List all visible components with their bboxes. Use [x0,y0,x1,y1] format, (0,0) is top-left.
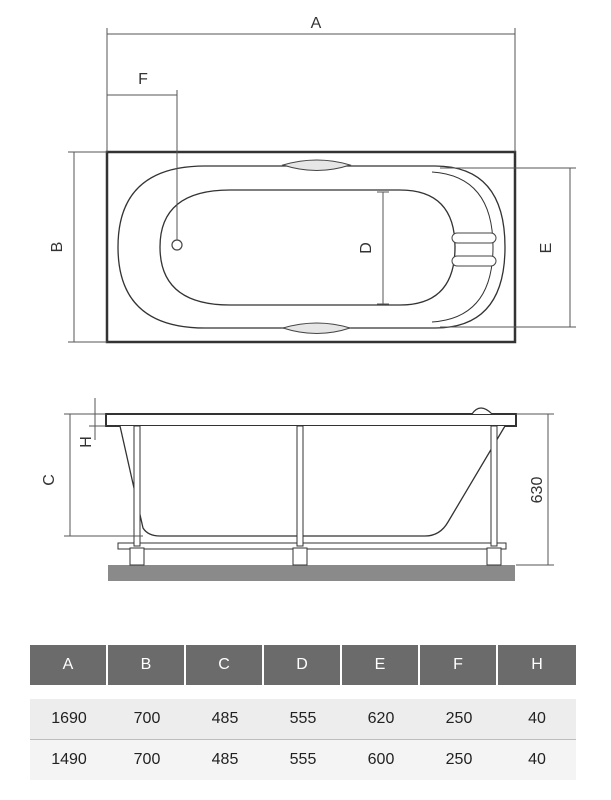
header-h: H [498,645,576,685]
header-e: E [342,645,420,685]
table-cell: 485 [186,699,264,739]
label-b: B [49,241,66,253]
top-view [49,15,576,342]
headrest-slot-1 [452,233,496,243]
table-cell: 1690 [30,699,108,739]
table-row [30,739,576,780]
dimensions-table [30,645,576,780]
headrest-bump [472,408,492,414]
tub-basin-top [160,190,455,305]
tub-end-curve [432,172,493,322]
label-h: H [78,436,95,448]
tub-body-side [120,426,505,536]
label-f: F [138,71,148,88]
table-cell: 1490 [30,739,108,780]
label-e: E [538,242,555,254]
foot-3 [487,548,501,565]
header-d: D [264,645,342,685]
tub-rim-side [106,414,516,426]
frame-base [118,543,506,549]
label-d: D [358,242,375,254]
leg-1 [134,426,140,546]
table-cell: 620 [342,699,420,739]
table-cell: 250 [420,739,498,780]
table-cell: 485 [186,739,264,780]
label-height-630: 630 [529,476,546,504]
tub-outline-top [107,152,515,342]
table-cell: 40 [498,739,576,780]
side-view [41,398,554,581]
table-cell: 40 [498,699,576,739]
floor [108,565,515,581]
leg-2 [297,426,303,546]
header-c: C [186,645,264,685]
foot-2 [293,548,307,565]
headrest-slot-2 [452,256,496,266]
header-a: A [30,645,108,685]
handle-bottom [283,323,350,334]
handle-top [283,160,350,171]
foot-1 [130,548,144,565]
table-cell: 700 [108,699,186,739]
label-a: A [310,15,322,32]
header-f: F [420,645,498,685]
leg-3 [491,426,497,546]
table-row [30,699,576,739]
table-cell: 555 [264,739,342,780]
drain-icon [172,240,182,250]
table-cell: 600 [342,739,420,780]
table-cell: 250 [420,699,498,739]
header-b: B [108,645,186,685]
table-cell: 555 [264,699,342,739]
label-c: C [41,474,58,486]
table-header-row [30,645,576,685]
table-cell: 700 [108,739,186,780]
